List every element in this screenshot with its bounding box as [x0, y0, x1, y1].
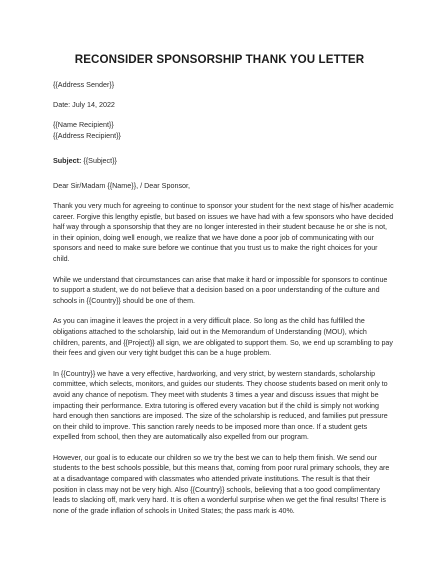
recipient-address: {{Address Recipient}} — [53, 131, 121, 140]
body-paragraph: However, our goal is to educate our children so we try the best we can to help them finish. We send our students to the best schools possible, but this means that, coming from poor rural primary schools, they are at a disadvantage compared with classmates who attended private institutions. The result is that their position in class may not be very high. Also {{Country}} schools, believing that a too good complimentary leads to slacking off, mark very hard. It is often a wonderful surprise when we get the final results! There is none of the grade inflation of schools in United States; the pass mark is 40%. — [53, 453, 390, 515]
body-paragraph: Thank you very much for agreeing to continue to sponsor your student for the next stage of his/her academic career. Forgive this lengthy epistle, but based on issues we have had with a few sponsors who have decided half way through a sponsorship that they are no longer interested in their student because he or she is not, in their opinion, doing well enough, we realize that we have done a poor job of communicating with our sponsors and need to make sure before we continue that you trust us to make the right choices for your child. — [53, 202, 394, 263]
subject-line — [53, 155, 394, 166]
subject-value: {{Subject}} — [81, 156, 117, 165]
salutation: Dear Sir/Madam {{Name}}, / Dear Sponsor, — [53, 181, 191, 190]
letter-title: RECONSIDER SPONSORSHIP THANK YOU LETTER — [74, 53, 365, 66]
body-paragraph: As you can imagine it leaves the project in a very difficult place. So long as the child has fulfilled the obligations attached to the scholarship, laid out in the Memorandum of Understanding (MOU), which children, parents, and {{Project}} all sign, we are obligated to support them. So, we end up scrambling to pay their fees and given our very tight budget this can be a huge problem. — [53, 317, 393, 358]
recipient-name: {{Name Recipient}} — [53, 120, 114, 129]
sender-address: {{Address Sender}} — [53, 80, 115, 89]
body-paragraph: While we understand that circumstances can arise that make it hard or impossible for sponsors to continue to support a student, we do not believe that a decision based on a poor understanding of the culture and schools in {{Country}} should be one of them. — [53, 275, 388, 305]
letter-date: Date: July 14, 2022 — [53, 100, 115, 109]
subject-label: Subject: — [53, 156, 82, 165]
body-paragraph: In {{Country}} we have a very effective, hardworking, and very strict, by western standards, scholarship committee, which selects, monitors, and guides our students. They choose students based on merit only to avoid any chance of nepotism. They meet with students 3 times a year and discuss issues that might be impacting their performance. Extra tutoring is offered every vacation but if the child is simply not working hard enough then sanctions are imposed. The size of the scholarship is reduced, and families put pressure on their child to improve. This sanction rarely needs to be imposed more than once. If a student gets expelled from school, then they are automatically also expelled from our program. — [53, 369, 388, 442]
